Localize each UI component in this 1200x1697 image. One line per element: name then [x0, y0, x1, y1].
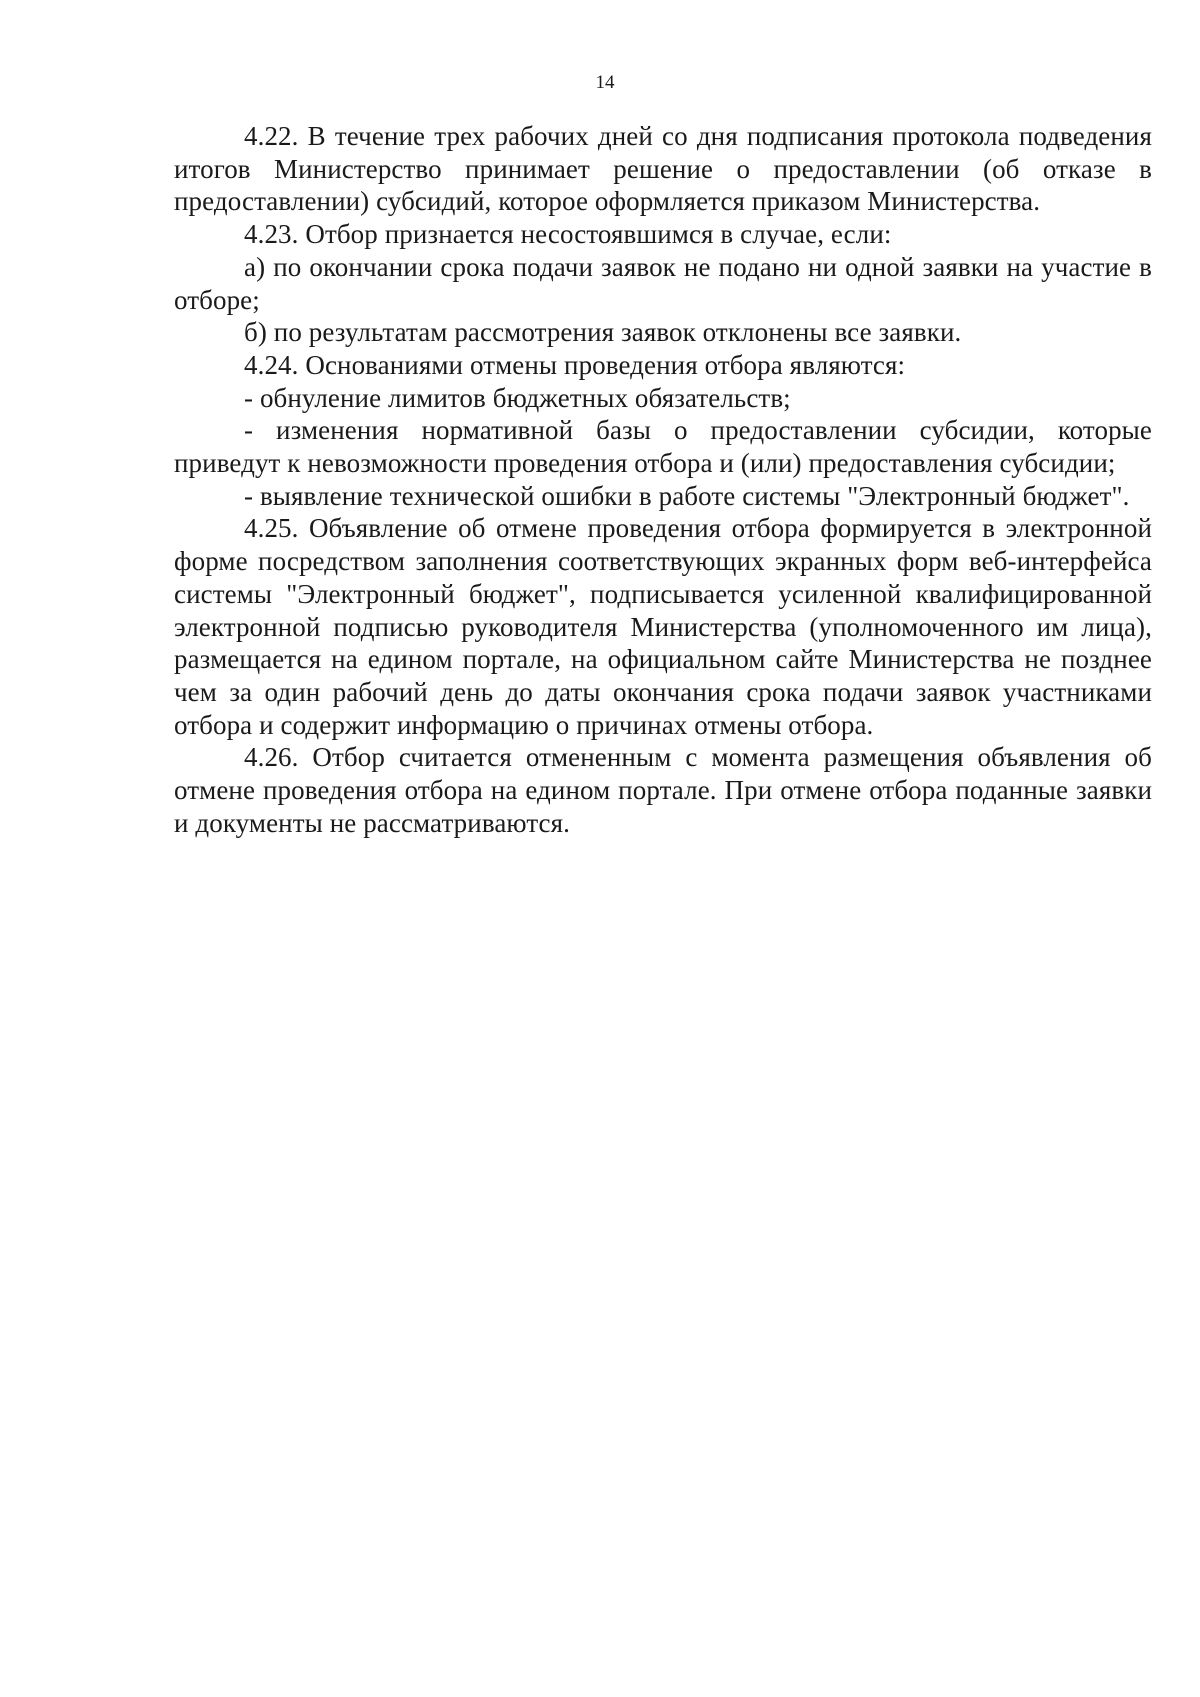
document-body [174, 120, 1152, 839]
paragraph-4-26: 4.26. Отбор считается отмененным с момента размещения объявления об отмене проведения отбора на едином портале. При отмене отбора поданные заявки и документы не рассматриваются. [174, 742, 1152, 838]
paragraph-4-23: 4.23. Отбор признается несостоявшимся в случае, если: [244, 219, 892, 250]
page-number: 14 [595, 72, 615, 93]
paragraph-4-24-item-2: - изменения нормативной базы о предоставлении субсидии, которые приведут к невозможности проведения отбора и (или) предоставления субсидии; [174, 415, 1152, 479]
paragraph-4-24-item-3: - выявление технической ошибки в работе системы "Электронный бюджет". [244, 480, 1130, 511]
paragraph-4-25: 4.25. Объявление об отмене проведения отбора формируется в электронной форме посредством заполнения соответствующих экранных форм веб-интерфейса системы "Электронный бюджет", подписывается усиленной квалифицированной электронной подписью руководителя Министерства (уполномоченного им лица), размещается на едином портале, на официальном сайте Министерства не позднее чем за один рабочий день до даты окончания срока подачи заявок участниками отбора и содержит информацию о причинах отмены отбора. [174, 513, 1152, 740]
paragraph-4-23-b: б) по результатам рассмотрения заявок отклонены все заявки. [244, 317, 962, 348]
paragraph-4-23-a: а) по окончании срока подачи заявок не подано ни одной заявки на участие в отборе; [174, 251, 1152, 315]
paragraph-4-24-item-1: - обнуление лимитов бюджетных обязательств; [244, 382, 791, 413]
paragraph-4-22: 4.22. В течение трех рабочих дней со дня подписания протокола подведения итогов Министерство принимает решение о предоставлении (об отказе в предоставлении) субсидий, которое оформляется приказом Министерства. [174, 121, 1152, 217]
paragraph-4-24: 4.24. Основаниями отмены проведения отбора являются: [244, 349, 906, 380]
